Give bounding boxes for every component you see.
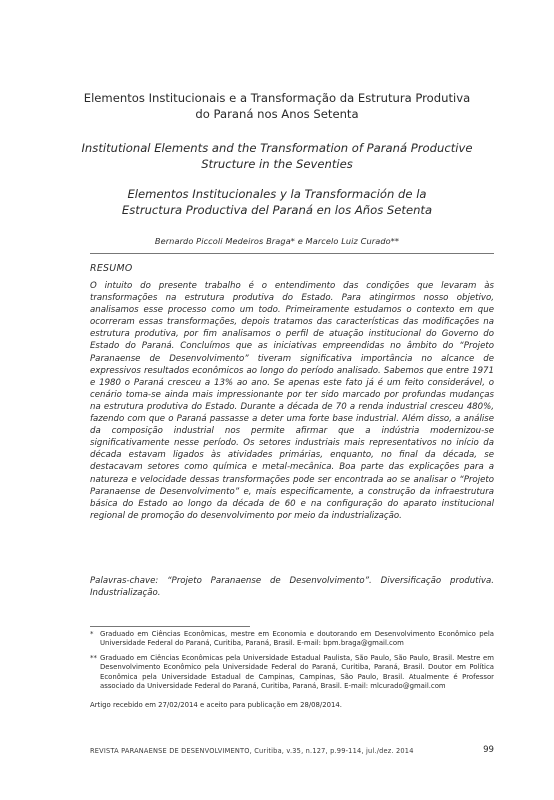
- footnote-mark: **: [90, 654, 97, 662]
- journal-footer: REVISTA PARANAENSE DE DESENVOLVIMENTO, Curitiba, v.35, n.127, p.99-114, jul./dez. 2014: [90, 747, 414, 755]
- abstract-heading: RESUMO: [90, 263, 133, 274]
- received-date-note: Artigo recebido em 27/02/2014 e aceito para publicação em 28/08/2014.: [90, 701, 342, 709]
- footnote-author-2: [90, 654, 494, 692]
- abstract-text: O intuito do presente trabalho é o entendimento das condições que levaram às transformações na estrutura produtiva do Estado. Para atingirmos nosso objetivo, analisamos esse processo como um todo. Primeiramente estudamos o contexto em que ocorreram essas transformações, depois tratamos das características das modificações na estrutura produtiva, por fim analisamos o perfil de atuação institucional do Governo do Estado do Paraná. Concluímos que as iniciativas empreendidas no âmbito do “Projeto Paranaense de Desenvolvimento” tiveram significativa importância no alcance de expressivos resultados econômicos ao longo do período analisado. Sabemos que entre 1971 e 1980 o Paraná cresceu a 13% ao ano. Se apenas este fato já é um feito considerável, o cenário toma-se ainda mais impressionante por ter sido marcado por profundas mudanças na estrutura produtiva do Estado. Durante a década de 70 a renda industrial cresceu 480%, fazendo com que o Paraná passasse a deter uma forte base industrial. Além disso, a análise da composição industrial nos permite afirmar que a indústria modernizou-se significativamente nesse período. Os setores industriais mais representativos no início da década estavam ligados às atividades primárias, enquanto, no final da década, se destacavam setores como química e metal-mecânica. Boa parte das explicações para a natureza e velocidade dessas transformações pode ser encontrada ao se analisar o “Projeto Paranaense de Desenvolvimento” e, mais especificamente, a construção da infraestrutura básica do Estado ao longo da década de 60 e na configuração do aparato institucional regional de promoção do desenvolvimento por meio da industrialização.: [90, 281, 494, 521]
- footnote-divider: [90, 626, 250, 627]
- title-spanish-line-1: Elementos Institucionales y la Transformación de la: [127, 187, 427, 201]
- footnote-text: Graduado em Ciências Econômicas pela Universidade Estadual Paulista, São Paulo, São Paulo, Brasil. Mestre em Desenvolvimento Econômico pela Universidade Federal do Paraná, Curitiba, Paraná, Brasil. Doutor em Política Econômica pela Universidade Estadual de Campinas, Campinas, São Paulo, Brasil. Atualmente é Professor associado da Universidade Federal do Paraná, Curitiba, Paraná, Brasil. E-mail: mlcurado@gmail.com: [100, 654, 494, 691]
- authors-line: Bernardo Piccoli Medeiros Braga* e Marcelo Luiz Curado**: [154, 236, 400, 246]
- title-portuguese-line-1: Elementos Institucionais e a Transformação da Estrutura Produtiva: [83, 91, 471, 105]
- title-english-line-1: Institutional Elements and the Transformation of Paraná Productive: [81, 141, 473, 155]
- title-portuguese-line-2: do Paraná nos Anos Setenta: [195, 107, 359, 121]
- keywords: Palavras-chave: “Projeto Paranaense de Desenvolvimento”. Diversificação produtiva. Industrialização.: [90, 576, 494, 599]
- title-portuguese: [60, 90, 494, 122]
- title-spanish-line-2: Estructura Productiva del Paraná en los Años Setenta: [121, 203, 433, 217]
- title-english: [60, 140, 494, 172]
- footnote-text: Graduado em Ciências Econômicas, mestre em Economia e doutorando em Desenvolvimento Econômico pela Universidade Federal do Paraná, Curitiba, Paraná, Brasil. E-mail: bpm.braga@gmail.com: [100, 630, 494, 648]
- footnote-mark: *: [90, 630, 94, 638]
- footnote-author-1: [90, 630, 494, 649]
- title-spanish: [60, 186, 494, 218]
- header-divider: [90, 253, 494, 254]
- title-english-line-2: Structure in the Seventies: [201, 157, 353, 171]
- page-number: 99: [483, 745, 494, 755]
